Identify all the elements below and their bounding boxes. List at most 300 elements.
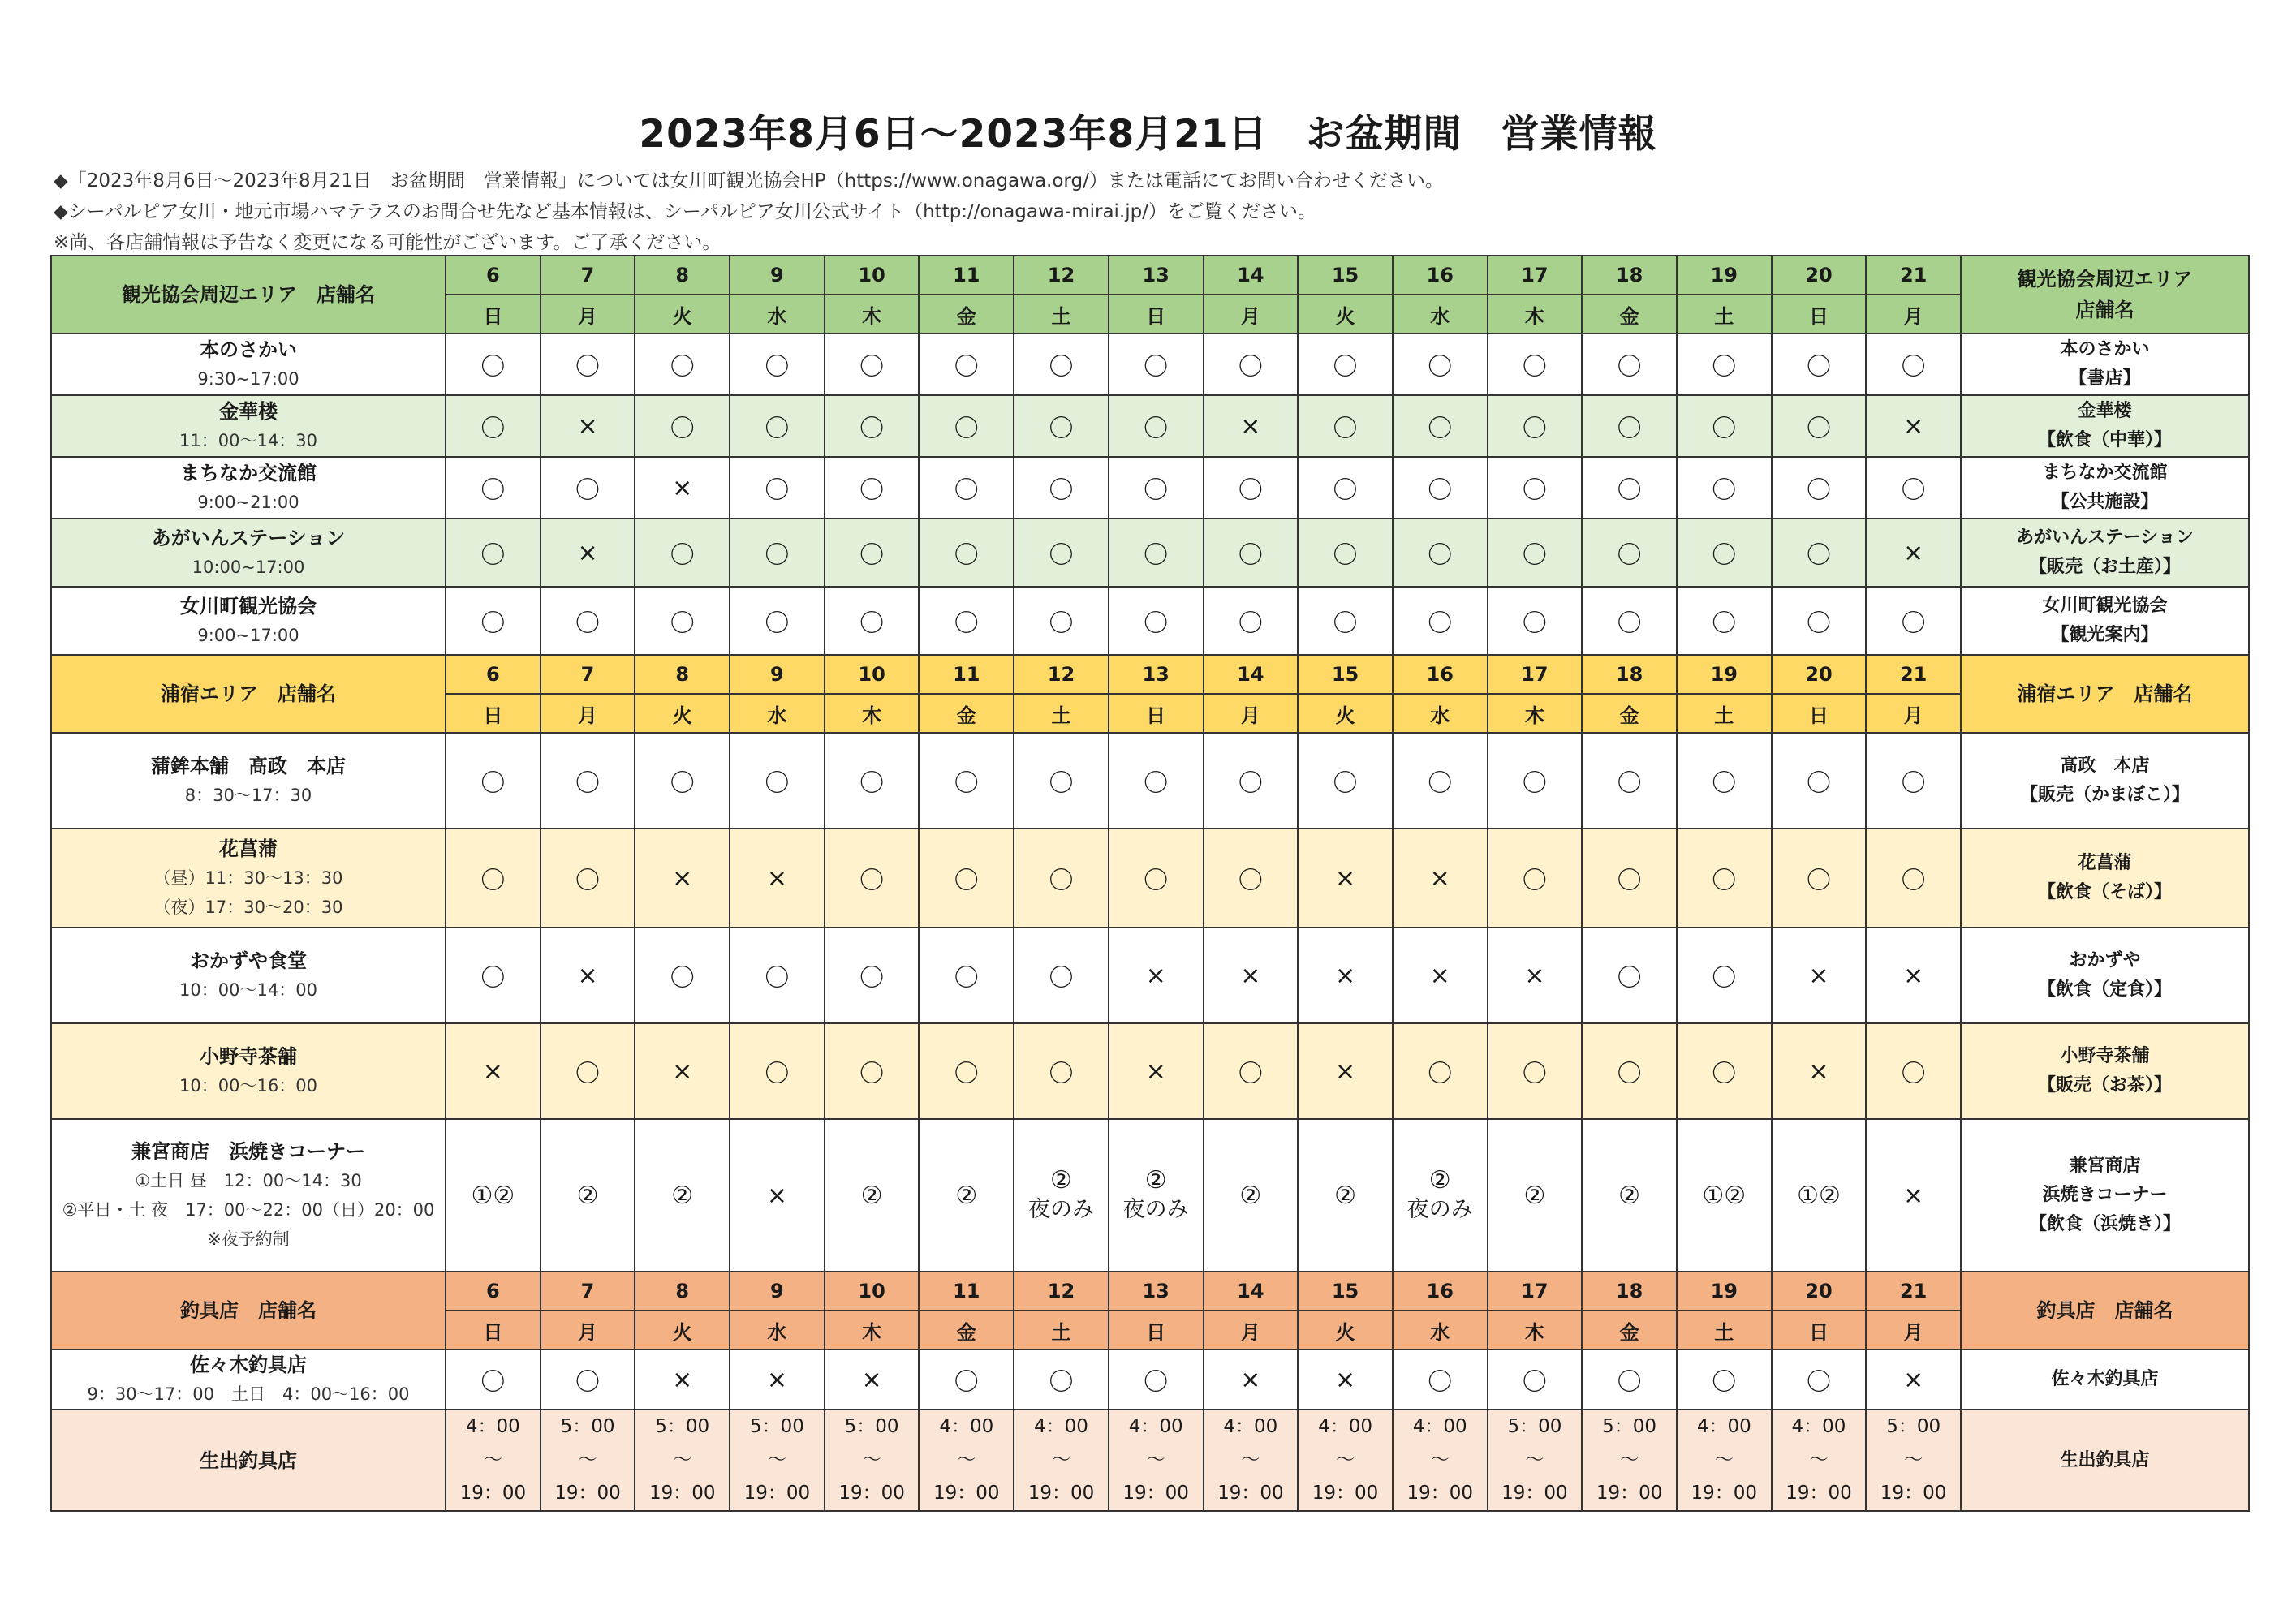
hours-text: 〜: [1241, 1449, 1260, 1470]
store-hours: （夜）17：30〜20：30: [153, 898, 343, 917]
section-header-row: [51, 1272, 2249, 1311]
hours-cell: [446, 1410, 541, 1511]
status-cell: 〇: [1393, 457, 1488, 519]
status-cell: [1866, 1119, 1961, 1272]
status-cell: 〇: [825, 829, 920, 928]
day-number: 13: [1109, 256, 1204, 295]
status-cell: 〇: [446, 1350, 541, 1410]
hours-text: 5：00: [1886, 1416, 1941, 1437]
status-cell: 〇: [1014, 334, 1109, 395]
hours-cell: [1772, 1410, 1867, 1511]
store-category: 【販売（かまぼこ）】: [2019, 785, 2190, 805]
status-cell: 〇: [1772, 1350, 1867, 1410]
store-name: 金華楼: [219, 400, 278, 423]
hours-text: 〜: [483, 1449, 502, 1470]
weekday: 水: [730, 295, 825, 334]
status-cell: 〇: [446, 587, 541, 655]
weekday: 日: [1772, 295, 1867, 334]
hours-text: 19：00: [1691, 1483, 1758, 1504]
store-hours: 10:00~17:00: [192, 558, 305, 577]
hours-text: 19：00: [459, 1483, 527, 1504]
store-name: あがいんステーション: [151, 527, 346, 549]
hours-text: 19：00: [838, 1483, 905, 1504]
weekday: 水: [1393, 1311, 1488, 1350]
store-row: [51, 519, 2249, 587]
day-number: 6: [446, 1272, 541, 1311]
day-number: 19: [1677, 655, 1772, 694]
store-category-cell: [1961, 587, 2249, 655]
status-cell: 〇: [730, 928, 825, 1023]
status-cell: [1488, 1119, 1583, 1272]
status-cell: 〇: [1582, 334, 1677, 395]
status-cell: ×: [1393, 928, 1488, 1023]
status-cell: [730, 1119, 825, 1272]
store-category-cell: [1961, 1023, 2249, 1119]
weekday: 金: [1582, 694, 1677, 733]
store-category-cell: [1961, 1410, 2249, 1511]
weekday: 土: [1014, 295, 1109, 334]
weekday: 日: [1109, 694, 1204, 733]
status-cell: 〇: [541, 1023, 635, 1119]
note-line: ◆「2023年8月6日～2023年8月21日 お盆期間 営業情報」については女川町観光協会HP（https://www.onagawa.org/）または電話にてお問い合わせください。: [54, 170, 1444, 192]
status-cell: 〇: [541, 733, 635, 829]
store-category: 【公共施設】: [2051, 492, 2159, 512]
section-header-right: [1961, 1272, 2249, 1350]
store-name-cell: [51, 519, 446, 587]
status-cell: 〇: [1014, 457, 1109, 519]
weekday: 月: [1204, 694, 1299, 733]
store-name-cell: [51, 395, 446, 457]
store-label: 髙政 本店: [2060, 756, 2150, 776]
store-name: 本のさかい: [200, 338, 297, 361]
schedule-table: [50, 255, 2250, 1512]
weekday: 火: [635, 1311, 730, 1350]
weekday: 土: [1014, 694, 1109, 733]
status-cell: [1204, 1119, 1299, 1272]
day-number: 9: [730, 1272, 825, 1311]
day-number: 14: [1204, 256, 1299, 295]
hours-text: 4：00: [1318, 1416, 1372, 1437]
note-line: ※尚、各店舗情報は予告なく変更になる可能性がございます。ご了承ください。: [54, 232, 722, 253]
store-hours: 11：00〜14：30: [179, 431, 317, 450]
weekday: 木: [825, 694, 920, 733]
status-cell: [919, 1119, 1014, 1272]
status-mark: ②: [860, 1181, 883, 1210]
section-header-row: [51, 655, 2249, 694]
status-cell: ×: [730, 829, 825, 928]
hours-text: 4：00: [1412, 1416, 1467, 1437]
notes: [54, 166, 1444, 258]
status-cell: 〇: [1014, 395, 1109, 457]
hours-text: 4：00: [1696, 1416, 1751, 1437]
hours-text: 19：00: [1122, 1483, 1189, 1504]
status-cell: 〇: [446, 733, 541, 829]
status-mark: ②: [1144, 1165, 1167, 1195]
weekday: 水: [730, 694, 825, 733]
store-name-cell: [51, 1350, 446, 1410]
store-name-cell: [51, 1023, 446, 1119]
status-cell: 〇: [1488, 395, 1583, 457]
day-number: 17: [1488, 655, 1583, 694]
status-cell: 〇: [730, 733, 825, 829]
hours-text: 19：00: [1406, 1483, 1473, 1504]
status-cell: 〇: [1582, 733, 1677, 829]
store-name-cell: [51, 928, 446, 1023]
status-cell: 〇: [1677, 928, 1772, 1023]
hours-text: 〜: [578, 1449, 597, 1470]
hours-text: 〜: [1525, 1449, 1544, 1470]
status-mark: ①②: [1797, 1181, 1841, 1210]
hours-text: 19：00: [743, 1483, 811, 1504]
store-hours: ※夜予約制: [207, 1229, 290, 1249]
status-cell: 〇: [1204, 334, 1299, 395]
weekday: 土: [1677, 1311, 1772, 1350]
status-cell: 〇: [1204, 733, 1299, 829]
status-cell: ×: [825, 1350, 920, 1410]
status-cell: ×: [635, 1023, 730, 1119]
status-cell: 〇: [1582, 395, 1677, 457]
status-cell: ×: [730, 1350, 825, 1410]
day-number: 9: [730, 256, 825, 295]
store-label: 小野寺茶舗: [2060, 1046, 2150, 1066]
day-number: 15: [1298, 256, 1393, 295]
status-cell: 〇: [541, 1350, 635, 1410]
status-cell: 〇: [1488, 457, 1583, 519]
note-line: ◆シーパルピア女川・地元市場ハマテラスのお問合せ先など基本情報は、シーパルピア女川公式サイト（http://onagawa-mirai.jp/）をご覧ください。: [54, 201, 1316, 222]
status-cell: 〇: [541, 457, 635, 519]
store-label: おかずや: [2069, 950, 2141, 971]
store-category-cell: [1961, 334, 2249, 395]
status-cell: 〇: [446, 829, 541, 928]
status-cell: 〇: [919, 928, 1014, 1023]
store-label: 浜焼きコーナー: [2042, 1185, 2168, 1205]
weekday: 日: [1109, 295, 1204, 334]
hours-text: 19：00: [1786, 1483, 1852, 1504]
store-category: 【飲食（中華）】: [2037, 430, 2172, 450]
store-name: 小野寺茶舗: [200, 1045, 297, 1068]
hours-text: 5：00: [749, 1416, 804, 1437]
store-name-cell: [51, 457, 446, 519]
status-cell: 〇: [1109, 829, 1204, 928]
store-category: 【販売（お茶）】: [2037, 1075, 2172, 1096]
status-cell: 〇: [1298, 395, 1393, 457]
status-cell: 〇: [825, 519, 920, 587]
status-cell: 〇: [730, 519, 825, 587]
store-label: 兼宮商店: [2069, 1156, 2141, 1176]
store-category: 【飲食（浜焼き）】: [2028, 1214, 2181, 1234]
store-category-cell: [1961, 395, 2249, 457]
status-cell: 〇: [1677, 334, 1772, 395]
day-number: 20: [1772, 1272, 1867, 1311]
status-cell: 〇: [1772, 829, 1867, 928]
hours-text: 〜: [862, 1449, 881, 1470]
day-number: 18: [1582, 1272, 1677, 1311]
status-cell: 〇: [1298, 334, 1393, 395]
status-cell: 〇: [1109, 587, 1204, 655]
status-cell: ×: [635, 829, 730, 928]
day-number: 6: [446, 655, 541, 694]
status-cell: 〇: [446, 928, 541, 1023]
store-label: まちなか交流館: [2042, 463, 2168, 483]
day-number: 19: [1677, 256, 1772, 295]
day-number: 17: [1488, 1272, 1583, 1311]
status-mark: ②: [955, 1181, 978, 1210]
section-header-right: [1961, 256, 2249, 334]
day-number: 20: [1772, 256, 1867, 295]
day-number: 11: [919, 1272, 1014, 1311]
status-cell: 〇: [635, 733, 730, 829]
store-row: [51, 457, 2249, 519]
weekday: 日: [1772, 1311, 1867, 1350]
status-cell: 〇: [541, 587, 635, 655]
status-cell: 〇: [1772, 395, 1867, 457]
status-note: 夜のみ: [1406, 1196, 1473, 1222]
status-cell: ×: [1866, 519, 1961, 587]
day-number: 17: [1488, 256, 1583, 295]
weekday: 月: [1866, 694, 1961, 733]
status-cell: 〇: [825, 334, 920, 395]
status-cell: 〇: [1677, 587, 1772, 655]
status-cell: 〇: [1393, 334, 1488, 395]
hours-text: 19：00: [1596, 1483, 1663, 1504]
store-row: [51, 733, 2249, 829]
store-hours: 9:00~21:00: [197, 493, 299, 512]
status-cell: 〇: [919, 587, 1014, 655]
weekday: 月: [541, 1311, 635, 1350]
weekday: 金: [1582, 295, 1677, 334]
status-cell: 〇: [635, 395, 730, 457]
status-cell: 〇: [730, 334, 825, 395]
status-cell: 〇: [919, 1023, 1014, 1119]
hours-text: 19：00: [1501, 1483, 1568, 1504]
hours-text: 〜: [1051, 1449, 1070, 1470]
hours-text: 5：00: [560, 1416, 615, 1437]
store-hours: 9：30〜17：00 土日 4：00〜16：00: [87, 1384, 410, 1404]
status-cell: ×: [635, 1350, 730, 1410]
status-cell: 〇: [1109, 1350, 1204, 1410]
status-cell: 〇: [1772, 733, 1867, 829]
weekday: 金: [919, 295, 1014, 334]
status-cell: ×: [1109, 1023, 1204, 1119]
store-name: 女川町観光協会: [180, 595, 317, 618]
hours-text: 5：00: [844, 1416, 899, 1437]
store-row: [51, 334, 2249, 395]
store-category-cell: [1961, 1119, 2249, 1272]
weekday: 月: [1866, 295, 1961, 334]
store-name: 蒲鉾本舗 髙政 本店: [151, 755, 346, 777]
day-number: 20: [1772, 655, 1867, 694]
status-cell: 〇: [1014, 1350, 1109, 1410]
status-mark: ②: [1428, 1165, 1451, 1195]
weekday: 木: [1488, 1311, 1583, 1350]
status-cell: [1772, 1119, 1867, 1272]
day-number: 14: [1204, 655, 1299, 694]
day-number: 7: [541, 256, 635, 295]
hours-cell: [1488, 1410, 1583, 1511]
status-cell: ×: [446, 1023, 541, 1119]
hours-text: 19：00: [1027, 1483, 1095, 1504]
status-cell: 〇: [1488, 829, 1583, 928]
hours-text: 4：00: [939, 1416, 994, 1437]
status-cell: 〇: [1109, 733, 1204, 829]
weekday: 水: [730, 1311, 825, 1350]
store-name-cell: [51, 829, 446, 928]
status-cell: 〇: [1582, 928, 1677, 1023]
status-cell: 〇: [1109, 334, 1204, 395]
hours-text: 5：00: [1602, 1416, 1657, 1437]
hours-text: 〜: [673, 1449, 692, 1470]
weekday: 水: [1393, 694, 1488, 733]
day-number: 21: [1866, 655, 1961, 694]
section-header-row: [51, 256, 2249, 295]
status-cell: 〇: [1109, 395, 1204, 457]
status-cell: ×: [635, 457, 730, 519]
status-cell: 〇: [1582, 457, 1677, 519]
hours-cell: [1204, 1410, 1299, 1511]
weekday: 日: [446, 1311, 541, 1350]
status-cell: ×: [1866, 1350, 1961, 1410]
status-cell: ×: [1204, 1350, 1299, 1410]
status-cell: ×: [541, 395, 635, 457]
weekday: 木: [825, 295, 920, 334]
weekday: 月: [1204, 1311, 1299, 1350]
status-cell: ×: [1866, 395, 1961, 457]
store-name-cell: [51, 733, 446, 829]
status-cell: ×: [1488, 928, 1583, 1023]
day-number: 8: [635, 655, 730, 694]
status-cell: ×: [541, 928, 635, 1023]
status-mark: ②: [671, 1181, 694, 1210]
status-cell: 〇: [1298, 733, 1393, 829]
weekday: 火: [1298, 1311, 1393, 1350]
weekday: 土: [1014, 1311, 1109, 1350]
day-number: 18: [1582, 655, 1677, 694]
weekday: 木: [825, 1311, 920, 1350]
day-number: 16: [1393, 1272, 1488, 1311]
weekday: 日: [446, 694, 541, 733]
store-name-cell: [51, 1119, 446, 1272]
status-cell: 〇: [1582, 519, 1677, 587]
store-row: [51, 587, 2249, 655]
status-cell: [1677, 1119, 1772, 1272]
store-name: まちなか交流館: [180, 462, 317, 484]
store-name: おかずや食堂: [190, 949, 307, 972]
weekday: 金: [919, 1311, 1014, 1350]
hours-cell: [919, 1410, 1014, 1511]
status-cell: 〇: [1109, 519, 1204, 587]
status-cell: 〇: [1488, 519, 1583, 587]
store-hours: （昼）11：30〜13：30: [153, 868, 343, 888]
store-category-cell: [1961, 1350, 2249, 1410]
day-number: 21: [1866, 1272, 1961, 1311]
status-cell: [446, 1119, 541, 1272]
status-cell: 〇: [1677, 829, 1772, 928]
status-note: 夜のみ: [1027, 1196, 1094, 1222]
hours-cell: [825, 1410, 920, 1511]
store-label: 花菖蒲: [2078, 853, 2132, 873]
status-cell: 〇: [730, 1023, 825, 1119]
day-number: 16: [1393, 655, 1488, 694]
status-cell: ×: [1298, 928, 1393, 1023]
store-category: 【飲食（定食）】: [2037, 979, 2172, 1000]
hours-text: 〜: [1714, 1449, 1734, 1470]
status-mark: ②: [1239, 1181, 1262, 1210]
status-mark: ②: [1618, 1181, 1641, 1210]
status-cell: 〇: [1204, 587, 1299, 655]
status-note: 夜のみ: [1122, 1196, 1189, 1222]
section-header-left: 浦宿エリア 店舗名: [51, 655, 446, 733]
hours-text: 〜: [1430, 1449, 1450, 1470]
status-cell: 〇: [825, 733, 920, 829]
day-number: 21: [1866, 256, 1961, 295]
weekday: 木: [1488, 694, 1583, 733]
status-mark: ②: [1050, 1165, 1072, 1195]
status-cell: 〇: [1677, 1023, 1772, 1119]
status-cell: 〇: [1772, 587, 1867, 655]
store-name: 佐々木釣具店: [190, 1354, 307, 1376]
status-cell: 〇: [1582, 587, 1677, 655]
section-header-left: 釣具店 店舗名: [51, 1272, 446, 1350]
status-cell: 〇: [1866, 587, 1961, 655]
status-cell: 〇: [1393, 733, 1488, 829]
status-cell: 〇: [446, 334, 541, 395]
status-cell: 〇: [1772, 519, 1867, 587]
status-cell: 〇: [919, 519, 1014, 587]
status-cell: 〇: [1014, 733, 1109, 829]
day-number: 15: [1298, 1272, 1393, 1311]
weekday: 月: [1866, 1311, 1961, 1350]
store-category-cell: [1961, 733, 2249, 829]
status-cell: 〇: [541, 334, 635, 395]
status-mark: ×: [766, 1181, 787, 1210]
weekday: 水: [1393, 295, 1488, 334]
status-cell: 〇: [1488, 1023, 1583, 1119]
store-row: [51, 1023, 2249, 1119]
store-label: 佐々木釣具店: [2051, 1369, 2159, 1389]
hours-text: 4：00: [1128, 1416, 1183, 1437]
status-cell: ×: [1866, 928, 1961, 1023]
day-number: 7: [541, 1272, 635, 1311]
hours-cell: [635, 1410, 730, 1511]
status-cell: 〇: [730, 395, 825, 457]
day-number: 9: [730, 655, 825, 694]
store-row: [51, 829, 2249, 928]
status-cell: ×: [1204, 928, 1299, 1023]
store-label: 生出釣具店: [2060, 1449, 2150, 1470]
status-cell: 〇: [1204, 457, 1299, 519]
store-category: 【販売（お土産）】: [2028, 557, 2181, 577]
store-name-cell: [51, 587, 446, 655]
hours-text: 5：00: [655, 1416, 710, 1437]
weekday: 土: [1677, 694, 1772, 733]
status-cell: ×: [1204, 395, 1299, 457]
status-cell: 〇: [919, 457, 1014, 519]
schedule-body: [51, 256, 2249, 1511]
store-category: 【観光案内】: [2051, 625, 2159, 645]
store-row: [51, 1350, 2249, 1410]
store-row: [51, 928, 2249, 1023]
hours-cell: [1866, 1410, 1961, 1511]
weekday: 火: [1298, 694, 1393, 733]
day-number: 12: [1014, 1272, 1109, 1311]
store-name-cell: [51, 1410, 446, 1511]
status-cell: 〇: [1677, 733, 1772, 829]
hours-text: 19：00: [1880, 1483, 1947, 1504]
hours-text: 19：00: [1312, 1483, 1379, 1504]
weekday: 金: [919, 694, 1014, 733]
section-header-right-line: 浦宿エリア 店舗名: [2017, 682, 2193, 705]
hours-cell: [1393, 1410, 1488, 1511]
